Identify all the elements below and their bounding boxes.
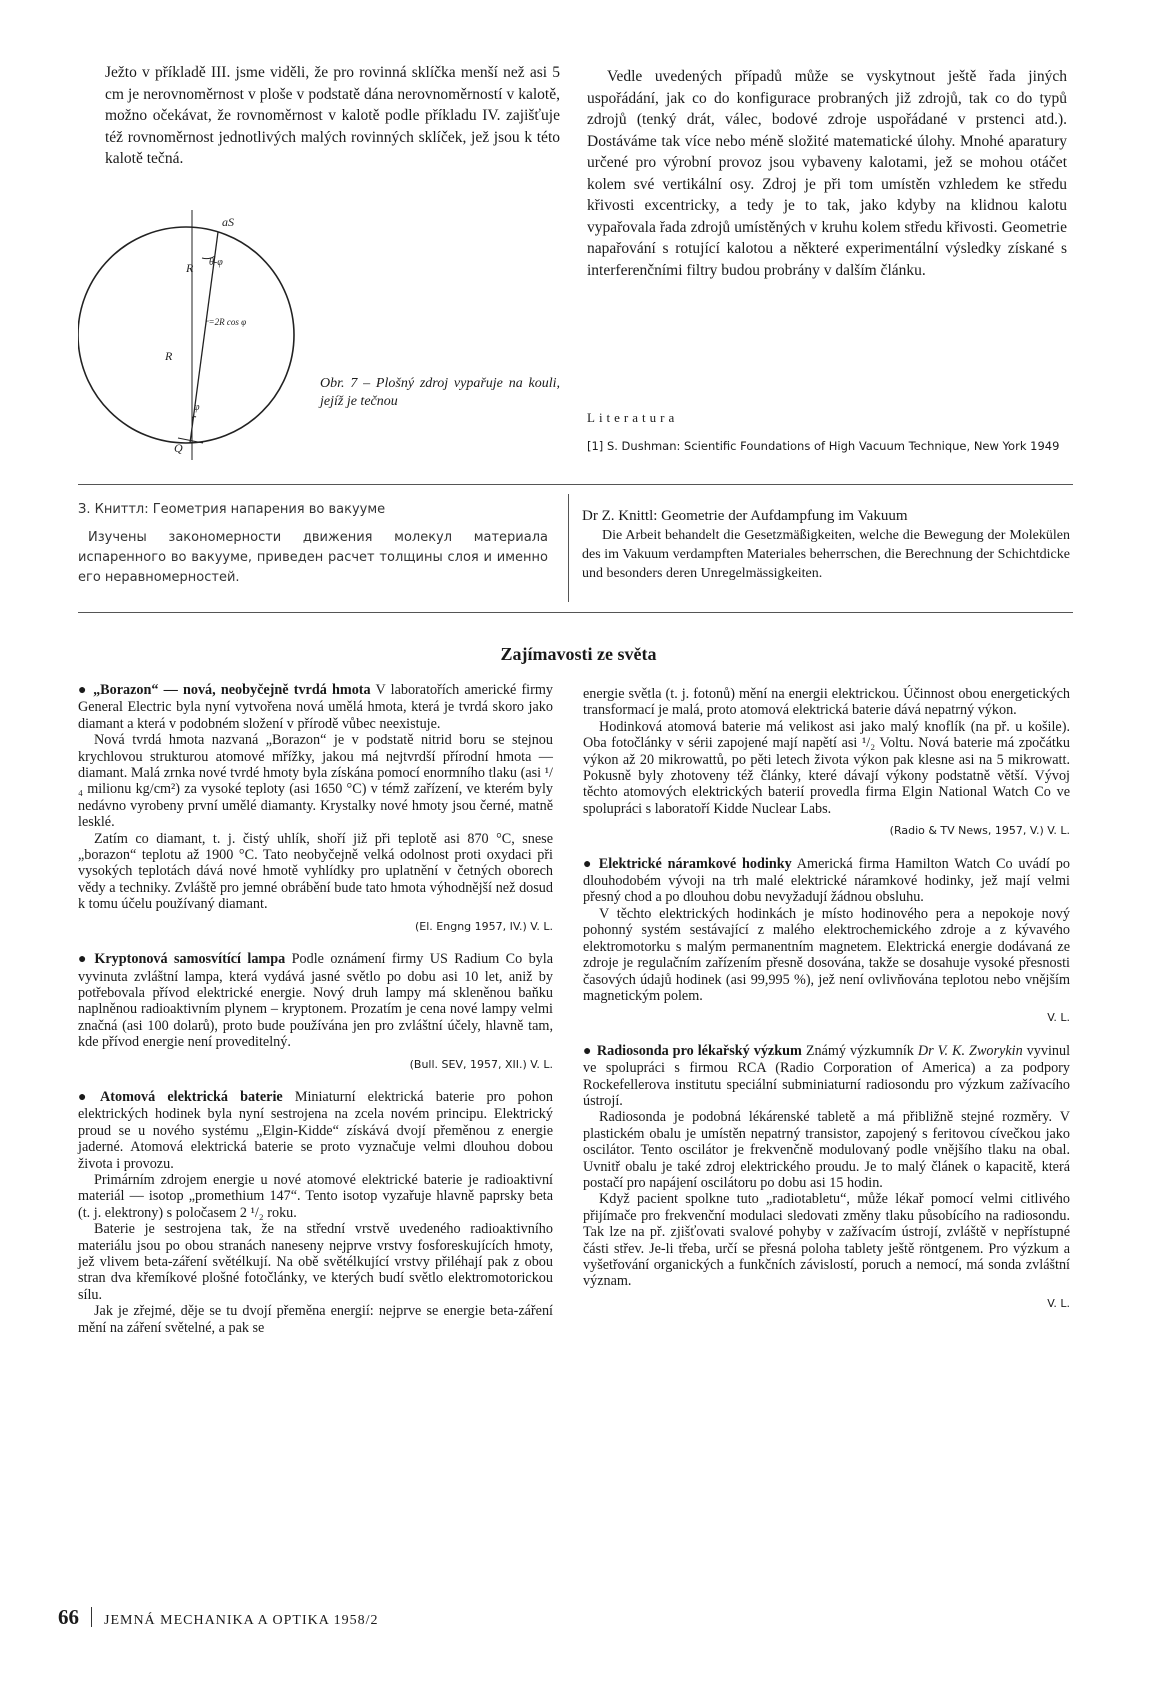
label-top-point: aS [222, 215, 234, 229]
bullet-icon: ● [78, 952, 90, 968]
news-lead-radiosonda-a: Známý výzkumník [805, 1042, 914, 1059]
abstract-top-rule [78, 484, 1073, 485]
label-angle-bottom: φ [194, 402, 200, 413]
news-heading-atomova: Atomová elektrická baterie [100, 1088, 283, 1105]
abstract-russian-body: Изучены закономерности движения молекул материала испаренного во вакууме, приведен расчет толщины слоя и именно его неравномерностей. [78, 530, 548, 585]
top-right-paragraph: Vedle uvedených případů může se vyskytnout ještě řada jiných uspořádání, jak co do konfigurace probraných již zdrojů, tak co do typů zdrojů (tenký drát, válec, bodové zdroje uspořádané v prstenci atd.). Dostáváme tak více nebo méně složité matematické úlohy. Mnohé aparatury určené pro výrobní provoz jsou vybaveny kalotami, jež se mohou otáčet kolem své vertikální osy. Zdroj je při tom umístěn vzhledem ke středu křivosti excentricky, a tedy je to tak, jako kdyby na klidnou kalotu vypařovala řada zdrojů umístěných v kruhu kolem středu křivosti. Geometrie napařování s rotující kalotou a některé experimentální výsledky získané s interferenčními filtry budou probrány v dalším článku. [587, 68, 1067, 279]
news-para: Zatím co diamant, t. j. čistý uhlík, shoří již při teplotě asi 870 °C, snese „borazon“ teplotu až 1900 °C. Tato neobyčejně velká odolnost proti oxydaci při vysokých teplotách dává nové hmotě vyhlídky pro uplatnění v četných oborech vědy a techniky. Zvláště pro jemné obrábění bude tato hmota výhodnější než dosud k tomu účelu používaný diamant. [78, 830, 553, 913]
news-para: Když pacient spolkne tuto „radiotabletu“, může lékař pomocí velmi citlivého přijímače pro frekvenční modulaci sledovati změny tlaku působícího na radiosondu. Tak lze na př. zjišťovati svalové pohyby v zažívacím ústrojí, zvláště v nepřístupné části střev. Je-li třeba, určí se přesná poloha tablety ještě röntgenem. Pro výzkum a vyšetřování organických a funkčních závislostí, poruch a nemocí, má sonda zvláštní význam. [583, 1191, 1070, 1290]
abstract-russian-title: З. Книттл: Геометрия напарения во вакууме [78, 502, 386, 517]
journal-name: JEMNÁ MECHANIKA A OPTIKA 1958/2 [104, 1613, 379, 1628]
page-footer [58, 1605, 378, 1630]
news-lead-borazon: V laboratořích americké firmy General Electric byla nyní vytvořena nová umělá hmota, která je tvrdá skoro jako diamant a která v podobném složení v přírodě vůbec neexistuje. [78, 682, 553, 732]
news-lead-radiosonda-b: vyvinul ve spolupráci s firmou RCA (Radio Corporation of America) a za podpory Rockefellerova institutu speciální subminiaturní radiosondu pro výzkum zažívacího ústrojí. [583, 1042, 1071, 1109]
reference-1 [587, 438, 1067, 455]
news-para: Radiosonda je podobná lékárenské tabletě a má přibližně stejné rozměry. V plastickém obalu je umístěn nepatrný transistor, zapojený s feritovou cívečkou jako oscilátor. Tento oscilátor je frekvenčně modulovaný podle vnějšího tlaku na obal. Uvnitř obalu je také zdroj elektrického proudu. Je to malý článek o kapacitě, která postačí pro napájení oscilátoru po dobu asi 15 hodin. [583, 1109, 1070, 1191]
news-item-borazon [78, 682, 553, 935]
news-source: (Radio & TV News, 1957, V.) V. L. [889, 824, 1070, 838]
sphere-circle [78, 227, 294, 443]
news-left-column [78, 682, 553, 1344]
news-lead-atomova: Miniaturní elektrická baterie pro pohon elektrických hodinek byla nyní sestrojena na zcela novém principu. Elektrický proud se u nového systému „Elgin-Kidde“ získává dvojí přeměnou z energie jaderné. Atomová elektrická baterie se proto vyznačuje velmi dlouhou dobou života i provozu. [78, 1088, 553, 1172]
news-para: Nová tvrdá hmota nazvaná „Borazon“ je v podstatě nitrid boru se stejnou krychlovou strukturou atomové mřížky, jakou má nejtvrdší přírodní hmota — diamant. Malá zrnka nové tvrdé hmoty byla získána pomocí enormního tlaku (asi ¹/₄ milionu kg/cm²) za vysoké teploty (asi 1650 °C) v témž zařízení, ve kterém byly nedávno vyrobeny první umělé diamanty. Krystalky nové hmoty jsou černé, matně lesklé. [78, 732, 553, 831]
footer-separator [91, 1607, 92, 1627]
news-item-atomova-cont [583, 686, 1070, 840]
abstract-russian [78, 500, 548, 588]
figure-caption [320, 375, 560, 411]
news-item-atomova [78, 1089, 553, 1336]
bullet-icon: ● [583, 1043, 592, 1059]
news-para: V těchto elektrických hodinkách je místo hodinového pera a nepokoje nový pohonný systém sestávající z malého elektrochemického zdroje a z kývavého elektromotorku s malým permanentním magnetem. Elektrická energie dodávaná ze zdroje je regulačním zařízením přesně dosována, takže se dosahuje vysoké přesnosti časových údajů hodinek (asi 99,995 %), jež není ovlivňována teplotou nebo vnějším magnetickým polem. [583, 905, 1070, 1004]
news-item-kryptonova [78, 951, 553, 1073]
top-left-text [105, 62, 560, 170]
news-heading-hodinky: Elektrické náramkové hodinky [598, 855, 792, 872]
figure-caption-text: Obr. 7 – Plošný zdroj vypařuje na kouli, jejíž je tečnou [320, 376, 560, 409]
reference-1-text: [1] S. Dushman: Scientific Foundations of High Vacuum Technique, New York 1949 [587, 439, 1060, 453]
bullet-icon: ● [78, 1089, 96, 1105]
news-source: V. L. [1047, 1296, 1070, 1310]
news-para: Jak je zřejmé, děje se tu dvojí přeměna energií: nejprve se energie beta-záření mění na záření světelné, a pak se [78, 1303, 553, 1336]
news-heading-radiosonda: Radiosonda pro lékařský výzkum [596, 1042, 802, 1059]
bullet-icon: ● [583, 856, 594, 872]
bullet-icon: ● [78, 683, 89, 698]
label-bottom-point: Q [174, 441, 183, 455]
news-lead-hodinky: Americká firma Hamilton Watch Co uvádí po dlouhodobém vývoji na trh malé elektrické náramkové hodinky, jež mají velmi přesný chod a po dlouhou dobu nevyžadují žádnou obsluhu. [583, 855, 1070, 906]
figure-7 [78, 210, 298, 460]
label-radius-upper: R [186, 261, 194, 275]
news-source: (Bull. SEV, 1957, XII.) V. L. [409, 1057, 553, 1071]
top-right-text [587, 66, 1067, 281]
news-para: Hodinková atomová baterie má velikost asi jako malý knoflík (na př. u košile). Oba fotočlánky v sérii zapojené mají napětí asi ¹/₂ Voltu. Nová baterie má zpočátku výkon až 20 mikrowattů, po pěti letech života výkon pak klesne asi na 5 mikrowatt. Pokusně byly zhotoveny též články, které dávají výkony podstatně větší. Vývoj těchto atomových elektrických baterií provedla firma Elgin National Watch Co ve spolupráci s laboratoří Kidde Nuclear Labs. [583, 718, 1070, 817]
abstract-divider [568, 494, 569, 602]
label-angle-top: θ-φ [209, 257, 223, 268]
news-right-column [583, 686, 1070, 1328]
section-title: Zajímavosti ze světa [500, 644, 657, 664]
label-chord: r=2R cos φ [205, 317, 247, 327]
news-source: (El. Engng 1957, IV.) V. L. [415, 919, 553, 933]
top-left-paragraph: Ježto v příkladě III. jsme viděli, že pro rovinná sklíčka menší než asi 5 cm je nerovnoměrnost v ploše v podstatě dána nerovnoměrností v kalotě, možno očekávat, že rovnoměrnost v kalotě podle příkladu IV. zajišťuje též rovnoměrnost jednotlivých malých rovinných sklíček, jež jsou k této kalotě tečná. [105, 64, 560, 167]
news-item-radiosonda [583, 1043, 1070, 1313]
literature-label: Literatura [587, 410, 679, 425]
news-item-hodinky [583, 856, 1070, 1027]
news-para: Baterie je sestrojena tak, že na střední vrstvě uvedeného radioaktivního materiálu jsou po obou stranách naneseny nejprve vrstvy fosforeskujících hmoty, jež vlivem beta-záření světélkují. Na obě světélkující vrstvy přiléhají pak z obou stran dva křemíkové plošné fotočlánky, ve kterých budí světlo elektromotorickou sílu. [78, 1221, 553, 1303]
news-para: Primárním zdrojem energie u nové atomové elektrické baterie je radioaktivní materiál — isotop „promethium 147“. Tento isotop vyzařuje hlavně paprsky beta (t. j. elektrony) s poločasem 2 ¹/₂ roku. [78, 1171, 553, 1221]
news-para: energie světla (t. j. fotonů) mění na energii elektrickou. Účinnost obou energetických transformací je malá, proto atomová elektrická baterie dává nepatrný výkon. [583, 686, 1070, 719]
news-lead-kryptonova: Podle oznámení firmy US Radium Co byla vyvinuta zvláštní lampa, která vydává jasné světlo po dobu asi 10 let, aniž by potřebovala přívod elektrické energie. Nový druh lampy má skleněnou baňku naplněnou radioaktivním plynem – kryptonem. Prozatím je cena nové lampy velmi značná (asi 100 dolarů), proto bude používána jen pro zvláštní účely, hlavně tam, kde přívod energie není proveditelný. [78, 951, 553, 1051]
sphere-diagram [78, 210, 298, 460]
news-lead-radiosonda-name: Dr V. K. Zworykin [917, 1042, 1023, 1059]
page-number: 66 [58, 1605, 79, 1629]
news-heading-kryptonova: Kryptonová samosvítící lampa [94, 951, 286, 968]
news-source: V. L. [1047, 1011, 1070, 1025]
news-heading-borazon: „Borazon“ — nová, neobyčejně tvrdá hmota [93, 682, 371, 698]
label-radius-lower: R [165, 349, 173, 363]
abstract-german-title: Dr Z. Knittl: Geometrie der Aufdampfung im Vakuum [582, 508, 908, 524]
abstract-german [582, 506, 1070, 583]
section-top-rule [78, 612, 1073, 613]
abstract-german-body: Die Arbeit behandelt die Gesetzmäßigkeiten, welche die Bewegung der Molekülen des im Vakuum verdampften Materiales beherrschen, die Berechnung der Schichtdicke und besonders deren Unregelmässigkeiten. [582, 528, 1070, 581]
